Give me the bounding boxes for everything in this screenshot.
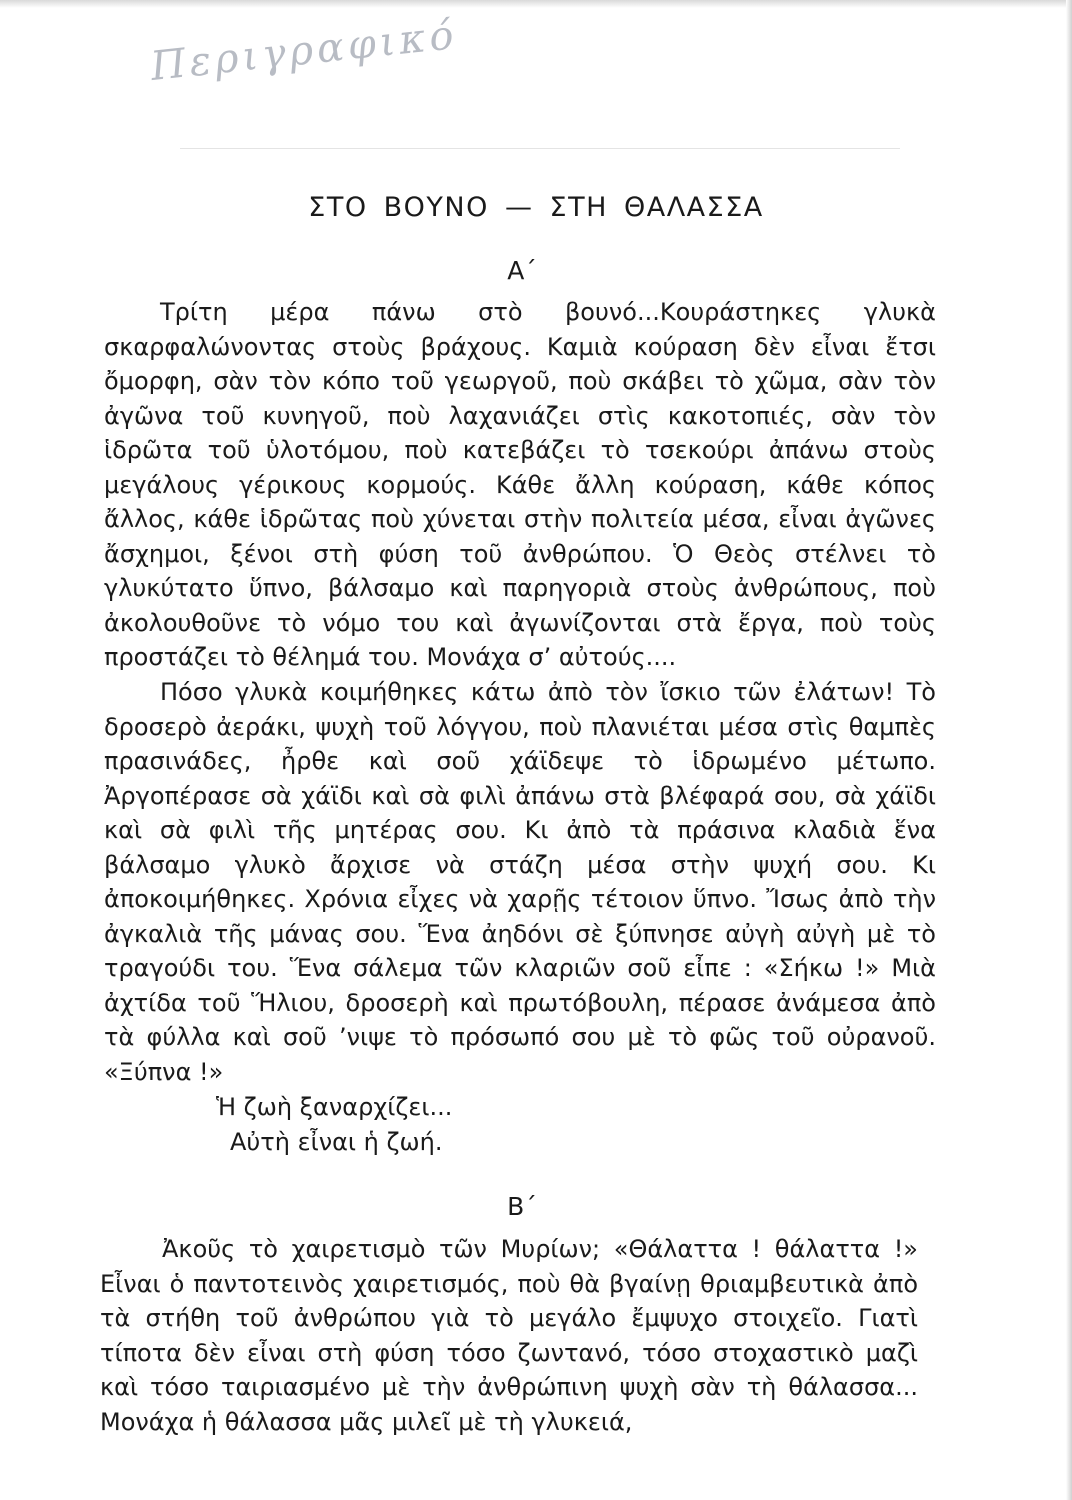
- section-heading-a: Α΄: [507, 256, 537, 285]
- handwritten-note: Περιγραφικό: [148, 12, 460, 90]
- page-title: ΣΤΟ ΒΟΥΝΟ — ΣΤΗ ΘΑΛΑΣΣΑ: [308, 192, 764, 223]
- scan-edge-top: [0, 0, 1072, 8]
- closing-line-1: Ἡ ζωὴ ξαναρχίζει...: [216, 1093, 453, 1121]
- bleed-through-line: [180, 148, 900, 149]
- closing-line-2: Αὐτὴ εἶναι ἡ ζωή.: [230, 1128, 443, 1156]
- scan-edge-right: [1066, 0, 1072, 1500]
- section-heading-b: Β΄: [507, 1192, 537, 1221]
- paragraph-b-1: Ἀκοῦς τὸ χαιρετισμὸ τῶν Μυρίων; «Θάλαττα ! θάλαττα !» Εἶναι ὁ παντοτεινὸς χαιρετισμός, ποὺ θὰ βγαίνῃ θριαμβευτικὰ ἀπὸ τὰ στήθη τοῦ ἀνθρώπου γιὰ τὸ μεγάλο ἔμψυχο στοιχεῖο. Γιατὶ τίποτα δὲν εἶναι στὴ φύση τόσο ζωντανό, τόσο στοχαστικὸ μαζὶ καὶ τόσο ταιριασμένο μὲ τὴν ἀνθρώπινη ψυχὴ σὰν τὴ θάλασσα... Μονάχα ἡ θάλασσα μᾶς μιλεῖ μὲ τὴ γλυκειά,: [100, 1235, 918, 1436]
- paragraph-a-2: Πόσο γλυκὰ κοιμήθηκες κάτω ἀπὸ τὸν ἴσκιο τῶν ἐλάτων! Τὸ δροσερὸ ἀεράκι, ψυχὴ τοῦ λόγγου, ποὺ πλανιέται μέσα στὶς θαμπὲς πρασινάδες, ἦρθε καὶ σοῦ χάϊδεψε τὸ ἱδρωμένο μέτωπο. Ἀργοπέρασε σὰ χάϊδι καὶ σὰ φιλὶ ἀπάνω στὰ βλέφαρά σου, σὰ χάϊδι καὶ σὰ φιλὶ τῆς μητέρας σου. Κι ἀπὸ τὰ πράσινα κλαδιὰ ἕνα βάλσαμο γλυκὸ ἄρχισε νὰ στάζη μέσα στὴν ψυχή σου. Κι ἀποκοιμήθηκες. Χρόνια εἶχες νὰ χαρῇς τέτοιον ὕπνο. Ἴσως ἀπὸ τὴν ἀγκαλιὰ τῆς μάνας σου. Ἕνα ἀηδόνι σὲ ξύπνησε αὐγὴ αὐγὴ μὲ τὸ τραγούδι του. Ἕνα σάλεμα τῶν κλαριῶν σοῦ εἶπε : «Σήκω !» Μιὰ ἀχτίδα τοῦ Ἥλιου, δροσερὴ καὶ πρωτόβουλη, πέρασε ἀνάμεσα ἀπὸ τὰ φύλλα καὶ σοῦ ’νιψε τὸ πρόσωπό σου μὲ τὸ φῶς τοῦ οὐρανοῦ. «Ξύπνα !»: [104, 678, 936, 1086]
- paragraph-a-1: Τρίτη μέρα πάνω στὸ βουνό...Κουράστηκες γλυκὰ σκαρφαλώνοντας στοὺς βράχους. Καμιὰ κούραση δὲν εἶναι ἔτσι ὄμορφη, σὰν τὸν κόπο τοῦ γεωργοῦ, ποὺ σκάβει τὸ χῶμα, σὰν τὸν ἀγῶνα τοῦ κυνηγοῦ, ποὺ λαχανιάζει στὶς κακοτοπιές, σὰν τὸν ἱδρῶτα τοῦ ὑλοτόμου, ποὺ κατεβάζει τὸ τσεκούρι ἀπάνω στοὺς μεγάλους γέρικους κορμούς. Κάθε ἄλλη κούραση, κάθε κόπος ἄλλος, κάθε ἱδρῶτας ποὺ χύνεται στὴν πολιτεία μέσα, εἶναι ἀγῶνες ἄσχημοι, ξένοι στὴ φύση τοῦ ἀνθρώπου. Ὁ Θεὸς στέλνει τὸ γλυκύτατο ὕπνο, βάλσαμο καὶ παρηγοριὰ στοὺς ἀνθρώπους, ποὺ ἀκολουθοῦνε τὸ νόμο του καὶ ἀγωνίζονται στὰ ἔργα, ποὺ τοὺς προστάζει τὸ θέλημά του. Μονάχα σ’ αὐτούς....: [104, 298, 936, 671]
